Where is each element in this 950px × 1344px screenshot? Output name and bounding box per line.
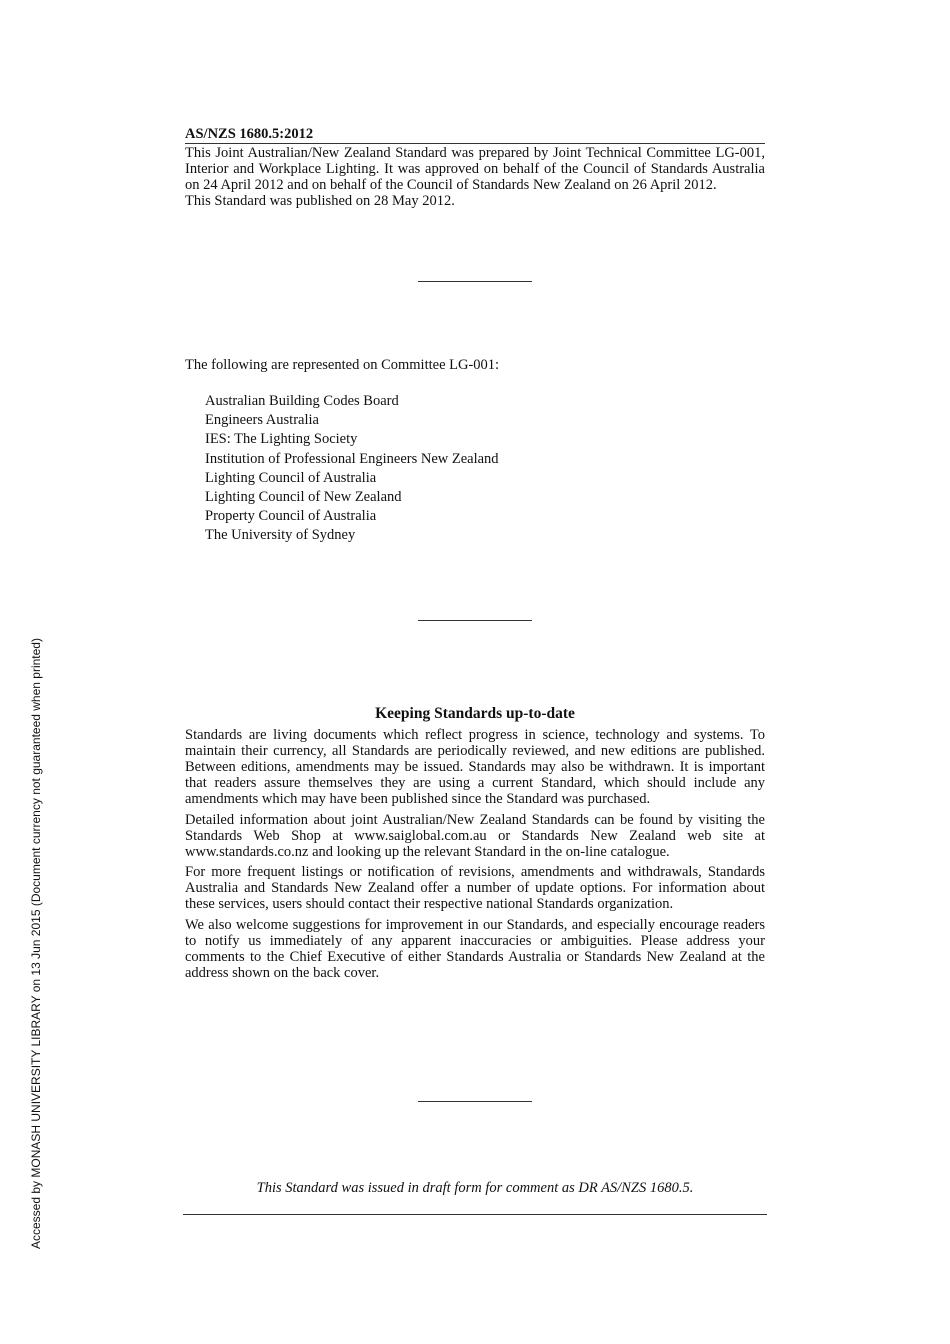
committee-member: Australian Building Codes Board — [205, 393, 399, 409]
section-heading: Keeping Standards up-to-date — [375, 705, 575, 722]
body-paragraph: For more frequent listings or notification of revisions, amendments and withdrawals, Standards Australia and Standards New Zealand offer a number of update options. For information about these services, users should contact their respective national Standards organization. — [185, 864, 765, 912]
access-watermark: Accessed by MONASH UNIVERSITY LIBRARY on 13 Jun 2015 (Document currency not guaranteed when printed) — [29, 638, 43, 1249]
publication-date-paragraph: This Standard was published on 28 May 2012. — [185, 193, 455, 209]
committee-member: Institution of Professional Engineers New Zealand — [205, 450, 499, 467]
footer-rule — [183, 1214, 767, 1215]
approval-paragraph: This Joint Australian/New Zealand Standard was prepared by Joint Technical Committee LG-001, Interior and Workplace Lighting. It was approved on behalf of the Council of Standards Australia on 24 April 2012 and on behalf of the Council of Standards New Zealand on 26 April 2012. — [185, 145, 765, 193]
section-divider — [418, 620, 532, 621]
committee-member: Lighting Council of Australia — [205, 469, 377, 486]
approval-statement — [185, 145, 765, 209]
body-paragraph: We also welcome suggestions for improvement in our Standards, and especially encourage readers to notify us immediately of any apparent inaccuracies or ambiguities. Please address your comments to the Chief Executive of either Standards Australia or Standards New Zealand at the address shown on the back cover. — [185, 916, 765, 981]
committee-intro: The following are represented on Committee LG-001: — [185, 357, 500, 373]
committee-member: Engineers Australia — [205, 412, 319, 429]
draft-note: This Standard was issued in draft form for comment as DR AS/NZS 1680.5. — [256, 1180, 694, 1196]
keeping-up-to-date-body — [185, 727, 765, 985]
committee-member: Lighting Council of New Zealand — [205, 489, 402, 506]
section-divider — [418, 281, 532, 282]
committee-member-list — [205, 392, 499, 546]
committee-member: Property Council of Australia — [205, 508, 377, 525]
standard-number: AS/NZS 1680.5:2012 — [185, 126, 765, 144]
committee-member: The University of Sydney — [205, 527, 356, 544]
body-paragraph: Detailed information about joint Australian/New Zealand Standards can be found by visiting the Standards Web Shop at www.saiglobal.com.au or Standards New Zealand web site at www.standards.co.nz and looking up the relevant Standard in the on-line catalogue. — [185, 811, 765, 860]
committee-member: IES: The Lighting Society — [205, 431, 358, 448]
body-paragraph: Standards are living documents which reflect progress in science, technology and systems. To maintain their currency, all Standards are periodically reviewed, and new editions are published. Between editions, amendments may be issued. Standards may also be withdrawn. It is important that readers assure themselves they are using a current Standard, which should include any amendments which may have been published since the Standard was purchased. — [185, 727, 765, 807]
section-divider — [418, 1101, 532, 1102]
